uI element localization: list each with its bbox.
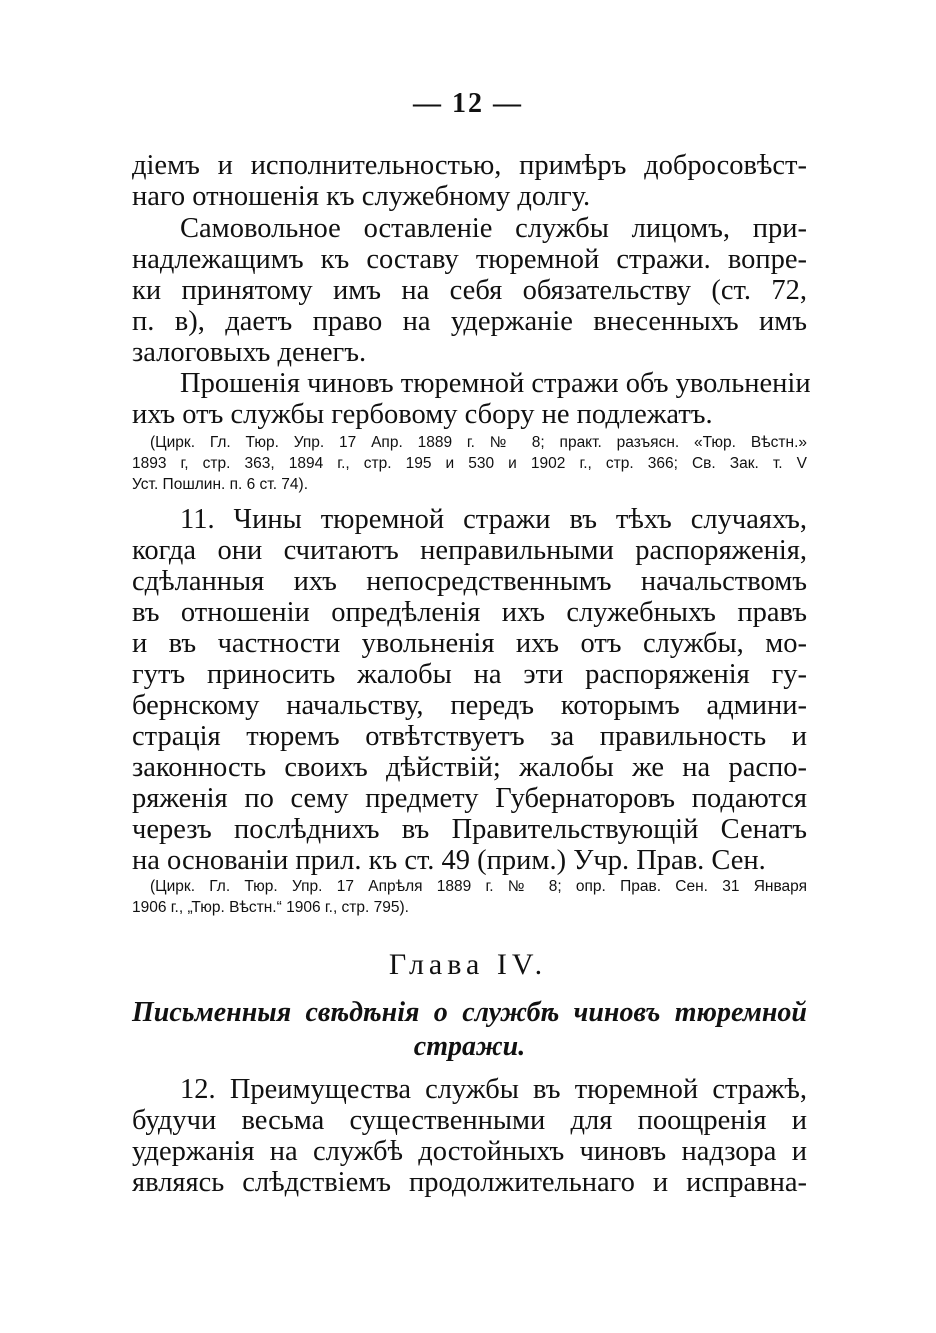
text-line: сдѣланныя ихъ непосредственнымъ начальствомъ [132,566,807,597]
heading-line: стражи. [413,1031,526,1062]
heading-line: Письменныя свѣдѣнія о службѣ чиновъ тюремной [132,997,807,1028]
chapter-heading [132,996,807,1064]
note-line: 1893 г, стр. 363, 1894 г., стр. 195 и 530 и 1902 г., стр. 366; Св. Зак. т. V [132,455,807,472]
text-line: ки принятому имъ на себя обязательству (ст. 72, [132,275,807,306]
text-line: наго отношенія къ служебному долгу. [132,181,591,212]
text-line: гутъ приносить жалобы на эти распоряженія гу- [132,659,807,690]
note-line: Уст. Пошлин. п. 6 ст. 74). [132,476,309,493]
text-line: 12. Преимущества службы въ тюремной стражѣ, [180,1074,807,1105]
text-line: черезъ послѣднихъ въ Правительствующій Сенатъ [132,814,807,845]
text-line: законность своихъ дѣйствій; жалобы же на распо- [132,752,807,783]
text-line: надлежащимъ къ составу тюремной стражи. вопре- [132,244,807,275]
paragraph-article-11 [132,504,807,876]
text-line: Самовольное оставленіе службы лицомъ, при- [180,213,807,244]
text-line: являясь слѣдствіемъ продолжительнаго и исправна- [132,1167,807,1198]
chapter-title: Глава IV. [388,948,548,981]
paragraph-resignation [132,213,807,368]
text-line: ихъ отъ службы гербовому сбору не подлежатъ. [132,399,713,430]
text-line: на основаніи прил. къ ст. 49 (прим.) Учр. Прав. Сен. [132,845,766,876]
text-line: залоговыхъ денегъ. [132,337,367,368]
text-line: Прошенія чиновъ тюремной стражи объ увольненіи [180,368,811,399]
text-line: удержанія на службѣ достойныхъ чиновъ надзора и [132,1136,807,1167]
text-line: п. в), даетъ право на удержаніе внесенныхъ имъ [132,306,807,337]
text-line: будучи весьма существенными для поощренія и [132,1105,807,1136]
note-line: (Цирк. Гл. Тюр. Упр. 17 Апр. 1889 г. № 8; практ. разъясн. «Тюр. Вѣстн.» [150,434,807,451]
paragraph-petitions [132,368,811,430]
text-line: страція тюремъ отвѣтствуетъ за правильность и [132,721,807,752]
text-line: бернскому начальству, передъ которымъ админи- [132,690,807,721]
note-line: (Цирк. Гл. Тюр. Упр. 17 Апрѣля 1889 г. № 8; опр. Прав. Сен. 31 Января [150,878,807,895]
footnote-reference [132,432,807,495]
footnote-reference [132,876,807,918]
note-line: 1906 г., „Тюр. Вѣстн.“ 1906 г., стр. 795). [132,899,409,916]
text-line: и въ частности увольненія ихъ отъ службы, мо- [132,628,807,659]
text-line: ряженія по сему предмету Губернаторовъ подаются [132,783,807,814]
page-number: — 12 — [413,88,523,119]
text-line: когда они считаютъ неправильными распоряженія, [132,535,807,566]
text-line: діемъ и исполнительностью, примѣръ добросовѣст- [132,150,807,181]
text-line: 11. Чины тюремной стражи въ тѣхъ случаяхъ, [180,504,807,535]
paragraph-article-12 [132,1074,807,1198]
paragraph-continuation [132,150,807,212]
text-line: въ отношеніи опредѣленія ихъ служебныхъ правъ [132,597,807,628]
